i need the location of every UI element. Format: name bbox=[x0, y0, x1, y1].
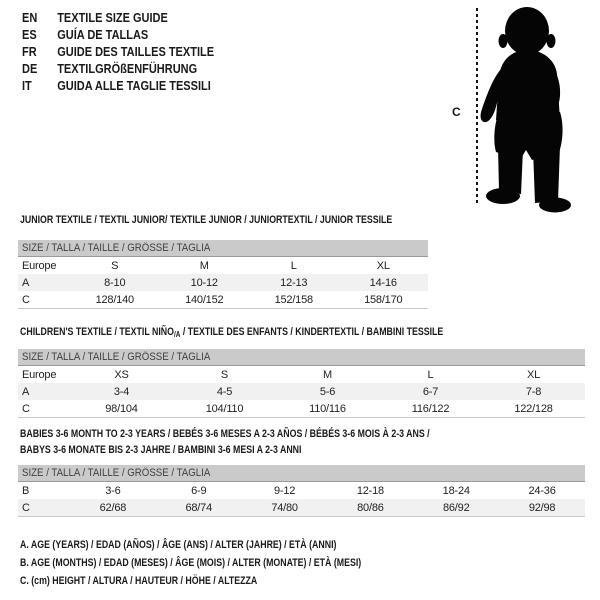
children-title-subscript: /A bbox=[173, 330, 181, 339]
table-rows bbox=[18, 257, 428, 308]
junior-size-table bbox=[18, 240, 428, 309]
toddler-silhouette-image bbox=[470, 0, 600, 215]
language-title: GUÍA DE TALLAS bbox=[57, 28, 149, 42]
language-title: GUIDA ALLE TAGLIE TESSILI bbox=[57, 79, 211, 93]
table-cell: 128/140 bbox=[95, 293, 134, 306]
size-header-label: SIZE / TALLA / TAILLE / GRÖSSE / TAGLIA bbox=[22, 242, 211, 254]
table-row bbox=[18, 482, 585, 499]
table-cell: 5-6 bbox=[319, 385, 336, 398]
size-header-bar bbox=[18, 349, 585, 366]
legend-line-age-years: A. AGE (YEARS) / EDAD (AÑOS) / ÂGE (ANS) / ALTER (JAHRE) / ETÀ (ANNI) bbox=[20, 539, 337, 551]
row-label: C bbox=[22, 501, 30, 514]
table-row bbox=[18, 291, 428, 308]
table-cell: 6-7 bbox=[422, 385, 439, 398]
table-row bbox=[18, 400, 585, 417]
size-header-bar bbox=[18, 465, 585, 482]
table-cell: 9-12 bbox=[273, 484, 296, 497]
baby-head bbox=[505, 7, 549, 55]
table-cell: L bbox=[427, 368, 434, 381]
language-title: TEXTILE SIZE GUIDE bbox=[57, 11, 168, 25]
baby-foot-left bbox=[486, 188, 520, 204]
height-measure-label: C bbox=[452, 105, 461, 119]
table-cell: XL bbox=[526, 368, 541, 381]
measure-legend bbox=[20, 536, 361, 590]
row-label: A bbox=[22, 385, 30, 398]
table-row bbox=[18, 274, 428, 291]
size-header-bar bbox=[18, 240, 428, 257]
table-cell: XL bbox=[376, 259, 390, 272]
table-cell: 104/110 bbox=[205, 402, 244, 415]
junior-section-title: JUNIOR TEXTILE / TEXTIL JUNIOR/ TEXTILE JUNIOR / JUNIORTEXTIL / JUNIOR TESSILE bbox=[20, 214, 393, 226]
table-cell: S bbox=[111, 259, 119, 272]
table-cell: 6-9 bbox=[191, 484, 207, 497]
table-cell: 116/122 bbox=[411, 402, 450, 415]
babies-title-line: BABIES 3-6 MONTH TO 2-3 YEARS / BEBÉS 3-6 MESES A 2-3 AÑOS / BÉBÉS 3-6 MOIS À 2-3 ANS / bbox=[20, 428, 430, 440]
children-section-title bbox=[20, 324, 443, 341]
baby-foot-right bbox=[539, 198, 571, 213]
row-label: Europe bbox=[22, 259, 57, 272]
table-row bbox=[18, 499, 585, 516]
language-code: FR bbox=[22, 45, 37, 59]
table-rows bbox=[18, 482, 585, 516]
row-label: Europe bbox=[22, 368, 57, 381]
table-cell: 110/116 bbox=[309, 402, 346, 415]
row-label: B bbox=[22, 484, 30, 497]
table-cell: L bbox=[290, 259, 297, 272]
table-row bbox=[18, 366, 585, 383]
babies-section-title bbox=[20, 426, 430, 458]
row-label: A bbox=[22, 276, 30, 289]
table-cell: 4-5 bbox=[216, 385, 233, 398]
legend-line-height: C. (cm) HEIGHT / ALTURA / HAUTEUR / HÖHE / ALTEZZA bbox=[20, 575, 258, 587]
language-title: TEXTILGRÖßENFÜHRUNG bbox=[57, 62, 198, 76]
language-row bbox=[22, 27, 214, 44]
baby-ear-left bbox=[499, 34, 508, 48]
baby-leg-left bbox=[498, 146, 523, 194]
language-row bbox=[22, 10, 214, 27]
children-title-text: CHILDREN'S TEXTILE / TEXTIL NIÑO bbox=[20, 326, 174, 338]
table-cell: 62/68 bbox=[99, 501, 127, 514]
table-cell: 80/86 bbox=[357, 501, 384, 514]
baby-leg-right bbox=[533, 146, 560, 203]
row-label: C bbox=[22, 293, 30, 306]
table-cell: 98/104 bbox=[105, 402, 138, 415]
table-cell: 18-24 bbox=[442, 484, 470, 497]
table-cell: XS bbox=[114, 368, 129, 381]
legend-line-age-months: B. AGE (MONTHS) / EDAD (MESES) / ÂGE (MOIS) / ALTER (MONATE) / ETÀ (MESI) bbox=[20, 557, 362, 569]
table-rows bbox=[18, 366, 585, 417]
language-code: DE bbox=[22, 62, 38, 76]
table-cell: 74/80 bbox=[271, 501, 298, 514]
table-cell: 10-12 bbox=[190, 276, 218, 289]
table-cell: 14-16 bbox=[369, 276, 397, 289]
row-label: C bbox=[22, 402, 30, 415]
language-title: GUIDE DES TAILLES TEXTILE bbox=[57, 45, 215, 59]
size-header-label: SIZE / TALLA / TAILLE / GRÖSSE / TAGLIA bbox=[22, 351, 211, 363]
table-cell: 92/98 bbox=[528, 501, 556, 514]
table-cell: 12-13 bbox=[280, 276, 308, 289]
table-cell: 24-36 bbox=[528, 484, 556, 497]
table-cell: 122/128 bbox=[514, 402, 553, 415]
table-cell: 158/170 bbox=[364, 293, 403, 306]
language-row bbox=[22, 78, 214, 95]
table-cell: 8-10 bbox=[104, 276, 126, 289]
table-cell: 86/92 bbox=[442, 501, 470, 514]
children-title-text: / TEXTILE DES ENFANTS / KINDERTEXTIL / BAMBINI TESSILE bbox=[180, 326, 444, 338]
size-header-label: SIZE / TALLA / TAILLE / GRÖSSE / TAGLIA bbox=[22, 467, 211, 479]
language-code: ES bbox=[22, 28, 37, 42]
language-row bbox=[22, 44, 214, 61]
table-cell: 12-18 bbox=[356, 484, 384, 497]
language-code: EN bbox=[22, 11, 38, 25]
table-row bbox=[18, 383, 585, 400]
table-cell: 152/158 bbox=[274, 293, 313, 306]
babies-size-table bbox=[18, 465, 585, 517]
children-size-table bbox=[18, 349, 585, 418]
language-title-list bbox=[22, 10, 214, 95]
language-code: IT bbox=[22, 79, 32, 93]
babies-title-line: BABYS 3-6 MONATE BIS 2-3 JAHRE / BAMBINI 3-6 MESI A 2-3 ANNI bbox=[20, 444, 302, 456]
table-cell: 140/152 bbox=[185, 293, 224, 306]
baby-ear-right bbox=[547, 34, 556, 48]
table-cell: M bbox=[199, 259, 209, 272]
table-cell: S bbox=[220, 368, 229, 381]
table-cell: 68/74 bbox=[185, 501, 212, 514]
table-cell: M bbox=[323, 368, 332, 381]
table-cell: 3-6 bbox=[105, 484, 121, 497]
table-cell: 7-8 bbox=[525, 385, 542, 398]
table-cell: 3-4 bbox=[113, 385, 130, 398]
table-row bbox=[18, 257, 428, 274]
language-row bbox=[22, 61, 214, 78]
